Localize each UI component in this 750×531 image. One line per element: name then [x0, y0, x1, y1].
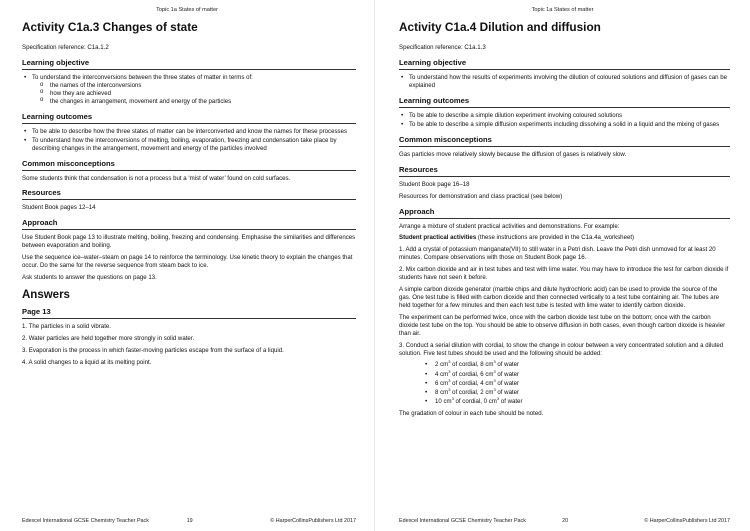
unit-exponent: 3	[493, 386, 496, 392]
answer-item: 3. Evaporation is the process in which faster-moving particles escape from the surface of a liquid.	[22, 346, 284, 354]
list-item: • To be able to describe a simple dilution experiment involving coloured solutions	[399, 112, 730, 120]
dilution-item	[425, 368, 730, 379]
approach-paragraph: Ask students to answer the questions on page 13.	[22, 274, 157, 282]
unit-exponent: 3	[448, 386, 451, 392]
learning-outcomes-list	[22, 128, 356, 153]
learning-objective-heading: Learning objective	[22, 58, 356, 70]
dilution-suffix: of water	[495, 361, 520, 369]
answer-item: 2. Water particles are held together more strongly in solid water.	[22, 334, 195, 342]
closing-note: The gradation of colour in each tube should be noted.	[399, 409, 544, 417]
learning-objective-list	[399, 74, 730, 90]
unit-exponent: 3	[448, 368, 451, 374]
resources-text: Resources for demonstration and class practical (see below)	[399, 192, 563, 200]
activity-title: Activity C1a.3 Changes of state	[22, 20, 198, 34]
approach-step: A simple carbon dioxide generator (marble chips and dilute hydrochloric acid) can be used to provide the source of the gas. One test tube is filled with carbon dioxide and then connected vertically to a test tube containing air. The tubes are held together for a few minutes and then each test tube is tested with lime water to identify carbon dioxide.	[399, 286, 720, 309]
resources-heading: Resources	[22, 188, 356, 200]
answers-heading: Answers	[22, 288, 70, 301]
learning-objective-heading: Learning objective	[399, 58, 730, 70]
list-item: o how they are achieved	[40, 90, 356, 98]
unit-exponent: 3	[448, 377, 451, 383]
dilution-connector: of cordial,	[450, 379, 481, 387]
cordial-volume: 4 cm	[435, 370, 449, 378]
water-volume: 8 cm	[480, 361, 494, 369]
list-item: • To understand how the interconversions of melting, boiling, evaporation, freezing and condensation take place by describing changes in the arrangement, movement and energy of the particles involved	[22, 137, 356, 153]
answer-item: 4. A solid changes to a liquid at its melting point.	[22, 358, 152, 366]
dilution-item	[425, 377, 730, 388]
approach-intro: Arrange a mixture of student practical activities and demonstrations. For example:	[399, 222, 620, 230]
misconceptions-text: Some students think that condensation is not a process but a ‘mist of water’ found on cold surfaces.	[22, 174, 291, 182]
running-head: Topic 1a States of matter	[531, 7, 594, 13]
spec-reference: Specification reference: C1a.1.2	[22, 44, 109, 52]
footer-publication: Edexcel International GCSE Chemistry Teacher Pack	[399, 518, 526, 524]
cordial-volume: 2 cm	[435, 361, 449, 369]
learning-outcomes-heading: Learning outcomes	[399, 96, 730, 108]
approach-paragraph: Use the sequence ice–water–steam on page 14 to reinforce the terminology. Use kinetic theory to explain the changes that occur. Do the same for the reverse sequence from steam back to ice.	[22, 254, 353, 270]
water-volume: 0 cm	[483, 397, 497, 405]
answers-page-heading: Page 13	[22, 307, 356, 319]
dilution-suffix: of water	[495, 370, 520, 378]
list-item: o the changes in arrangement, movement and energy of the particles	[40, 98, 356, 106]
page-footer	[399, 518, 730, 524]
unit-exponent: 3	[448, 359, 451, 365]
learning-objective-list	[22, 74, 356, 106]
approach-step: 1. Add a crystal of potassium manganate(VII) to still water in a Petri dish. Leave the Petri dish unmoved for at least 20 minutes. Compare observations with those on Student Book page 16.	[399, 246, 716, 262]
right-page	[375, 0, 750, 531]
learning-outcomes-list	[399, 112, 730, 129]
spec-reference: Specification reference: C1a.1.3	[399, 44, 486, 52]
cordial-volume: 8 cm	[435, 388, 449, 396]
approach-paragraph: Use Student Book page 13 to illustrate melting, boiling, freezing and condensing. Emphasise the similarities and differences between evaporation and boiling.	[22, 234, 356, 250]
practical-activities-line	[399, 234, 730, 242]
list-item	[22, 74, 356, 106]
approach-step: 2. Mix carbon dioxide and air in test tubes and test with lime water. You may have to introduce the test for carbon dioxide if students have not seen it before.	[399, 266, 729, 282]
objective-sublist	[32, 82, 356, 106]
misconceptions-heading: Common misconceptions	[22, 159, 356, 171]
dilution-item	[425, 361, 730, 369]
approach-step: 3. Conduct a serial dilution with cordial, to show the change in colour between a very concentrated solution and a diluted solution. Five test tubes should be used and the following should be added:	[399, 341, 724, 357]
dilution-connector: of cordial,	[450, 361, 481, 369]
footer-page-number: 19	[186, 518, 193, 524]
dilution-item	[425, 386, 730, 397]
dilution-connector: of cordial,	[453, 397, 484, 405]
list-item: • To understand how the results of experiments involving the dilution of coloured solutions and diffusion of gases can be explained	[399, 74, 730, 90]
footer-publication: Edexcel International GCSE Chemistry Teacher Pack	[22, 518, 149, 524]
objective-intro: To understand the interconversions between the three states of matter in terms of:	[32, 74, 253, 82]
cordial-volume: 10 cm	[435, 397, 452, 405]
unit-exponent: 3	[493, 359, 496, 365]
learning-outcomes-heading: Learning outcomes	[22, 112, 356, 124]
dilution-suffix: of water	[495, 388, 520, 396]
dilution-connector: of cordial,	[450, 370, 481, 378]
running-head: Topic 1a States of matter	[156, 7, 218, 13]
list-item: o the names of the interconversions	[40, 82, 356, 90]
list-item: • To be able to describe how the three states of matter can be interconverted and know the names for these processes	[22, 128, 356, 136]
cordial-volume: 6 cm	[435, 379, 449, 387]
water-volume: 4 cm	[480, 379, 494, 387]
dilution-item	[425, 395, 730, 406]
unit-exponent: 3	[496, 395, 500, 401]
dilution-connector: of cordial,	[450, 388, 481, 396]
resources-text: Student Book pages 12–14	[22, 204, 96, 212]
footer-copyright: © HarperCollinsPublishers Ltd 2017	[270, 518, 356, 524]
misconceptions-text: Gas particles move relatively slowly because the diffusion of gases is relatively slow.	[399, 150, 627, 158]
unit-exponent: 3	[493, 377, 496, 383]
activity-title: Activity C1a.4 Dilution and diffusion	[399, 20, 601, 34]
approach-heading: Approach	[399, 207, 730, 219]
water-volume: 2 cm	[480, 388, 494, 396]
dilution-suffix: of water	[495, 379, 520, 387]
dilution-suffix: of water	[499, 397, 523, 405]
unit-exponent: 3	[493, 368, 496, 374]
list-item: • To be able to describe a simple diffusion experiments including dissolving a solid in a liquid and the mixing of gases	[399, 121, 730, 129]
page-footer	[22, 518, 356, 524]
approach-step: The experiment can be performed twice, once with the carbon dioxide test tube on the bottom; once with the carbon dioxide test tube on the top. You should be able to observe diffusion in both cases, even though carbon dioxide is heavier than air.	[399, 313, 726, 337]
resources-heading: Resources	[399, 165, 730, 177]
unit-exponent: 3	[451, 395, 454, 401]
water-volume: 6 cm	[480, 370, 494, 378]
dilution-list	[399, 361, 730, 405]
footer-copyright: © HarperCollinsPublishers Ltd 2017	[644, 518, 730, 524]
practical-activities-note: (these instructions are provided in the C1a.4a_worksheet)	[476, 234, 635, 242]
footer-page-number: 20	[562, 518, 569, 524]
answer-item: 1. The particles in a solid vibrate.	[22, 322, 111, 330]
resources-text: Student Book page 16–18	[399, 180, 470, 188]
approach-heading: Approach	[22, 218, 356, 230]
misconceptions-heading: Common misconceptions	[399, 135, 730, 147]
practical-activities-lead: Student practical activities	[399, 234, 477, 242]
